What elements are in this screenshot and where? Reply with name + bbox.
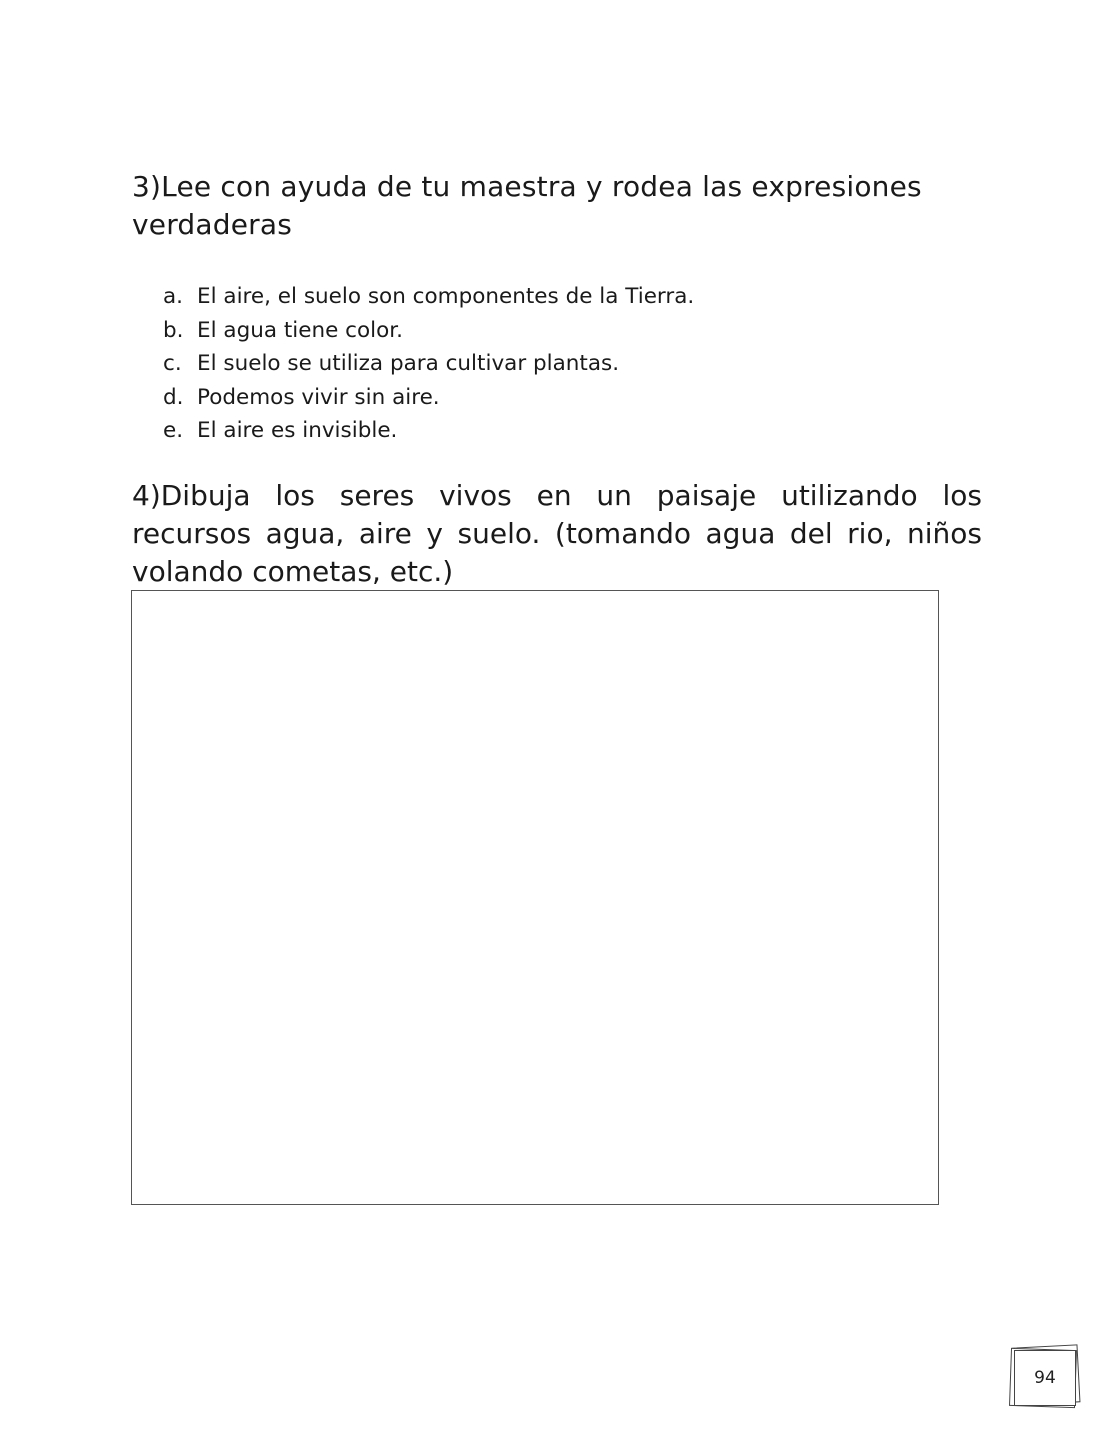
question-3-heading: 3)Lee con ayuda de tu maestra y rodea las expresiones verdaderas bbox=[132, 170, 922, 241]
option-letter: d. bbox=[163, 384, 184, 410]
option-e[interactable] bbox=[163, 414, 694, 448]
option-letter: b. bbox=[163, 317, 184, 343]
option-text: El agua tiene color. bbox=[197, 317, 403, 343]
option-c[interactable] bbox=[163, 347, 694, 381]
drawing-area[interactable] bbox=[131, 590, 939, 1205]
page-number-frame bbox=[1014, 1350, 1076, 1406]
option-text: El aire, el suelo son componentes de la Tierra. bbox=[197, 284, 695, 309]
page-number: 94 bbox=[1034, 1368, 1056, 1388]
option-letter: c. bbox=[163, 351, 182, 376]
option-letter: e. bbox=[163, 418, 184, 443]
option-letter: a. bbox=[163, 284, 184, 309]
page-number-badge bbox=[1008, 1344, 1084, 1410]
question-3-options bbox=[163, 280, 694, 448]
option-text: El aire es invisible. bbox=[197, 418, 398, 443]
question-4-heading: 4)Dibuja los seres vivos en un paisaje utilizando los recursos agua, aire y suelo. (tomando agua del rio, niños volando cometas, etc.) bbox=[132, 479, 982, 588]
option-text: El suelo se utiliza para cultivar plantas. bbox=[197, 351, 620, 376]
option-a[interactable] bbox=[163, 280, 694, 314]
option-d[interactable] bbox=[163, 381, 694, 415]
option-b[interactable] bbox=[163, 314, 694, 348]
option-text: Podemos vivir sin aire. bbox=[197, 384, 440, 410]
